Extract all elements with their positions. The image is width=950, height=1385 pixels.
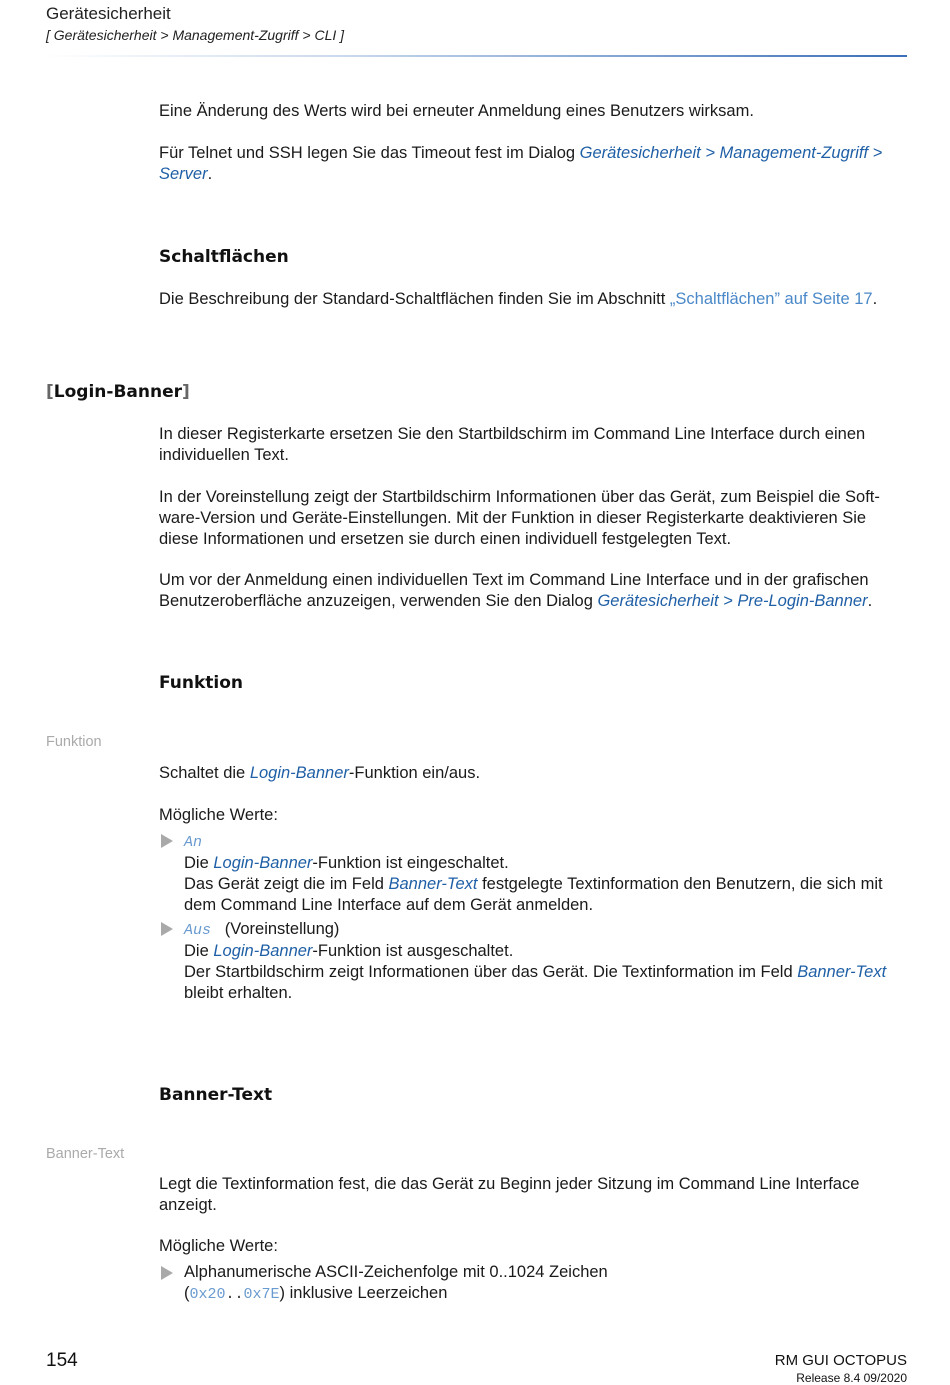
banner-text-value-item (184, 1262, 907, 1305)
bt-paren-open: ( (184, 1284, 190, 1302)
intro-paragraph-2 (159, 143, 907, 185)
aus-default-note: (Voreinstellung) (224, 920, 340, 938)
value-an-item (184, 831, 907, 916)
schaltflaechen-text: Die Beschreibung der Standard-Schaltflächen finden Sie im Abschnitt (159, 290, 670, 308)
footer-release: Release 8.4 09/2020 (796, 1371, 907, 1385)
lb-p2-l2: ware-Version und Geräte-Einstellungen. Mit der Funktion in dieser Registerkarte deaktivieren Sie (159, 509, 867, 527)
section-heading-funktion: Funktion (159, 673, 244, 693)
section-heading-banner-text: Banner-Text (159, 1085, 273, 1105)
aus-l1-suffix: -Funktion ist ausgeschaltet. (312, 942, 514, 960)
bt-desc-l2: anzeigt. (159, 1196, 217, 1214)
lb-p2-l3: diese Informationen und ersetzen sie durch einen individuell festgelegten Text. (159, 530, 732, 548)
value-an: An (184, 834, 203, 851)
schaltflaechen-page-link[interactable]: „Schaltflächen” auf Seite 17 (669, 290, 873, 308)
bt-item-l1: Alphanumerische ASCII-Zeichenfolge mit 0..1024 Zeichen (184, 1263, 608, 1281)
margin-label-banner-text: Banner-Text (46, 1146, 125, 1162)
login-banner-paragraph-1 (159, 424, 907, 466)
intro-paragraph-1: Eine Änderung des Werts wird bei erneuter Anmeldung eines Benutzers wirksam. (159, 102, 754, 120)
bracket-close: ] (182, 382, 190, 402)
aus-l1-prefix: Die (184, 942, 214, 960)
funktion-desc-suffix: -Funktion ein/aus. (348, 764, 481, 782)
an-l3: dem Command Line Interface auf dem Gerät anmelden. (184, 896, 594, 914)
code-0x20: 0x20 (189, 1286, 226, 1303)
page-number: 154 (46, 1350, 78, 1371)
code-sep: .. (225, 1286, 244, 1303)
lb-p1-l1: In dieser Registerkarte ersetzen Sie den Startbildschirm im Command Line Interface durch einen (159, 425, 866, 443)
schaltflaechen-suffix: . (872, 290, 878, 308)
triangle-bullet-icon (161, 834, 173, 848)
banner-text-description (159, 1174, 907, 1216)
lb-p3-suffix: . (867, 592, 873, 610)
header-divider (46, 55, 907, 57)
an-l1-suffix: -Funktion ist eingeschaltet. (312, 854, 509, 872)
aus-banner-text-term: Banner-Text (797, 963, 887, 981)
bracket-open: [ (46, 382, 54, 402)
an-login-banner-term: Login-Banner (213, 854, 313, 872)
footer-product: RM GUI OCTOPUS (774, 1352, 907, 1369)
section-heading-schaltflaechen: Schaltflächen (159, 247, 289, 267)
funktion-desc-prefix: Schaltet die (159, 764, 250, 782)
triangle-bullet-icon (161, 1266, 173, 1280)
aus-l2-prefix: Der Startbildschirm zeigt Informationen über das Gerät. Die Textinformation im Feld (184, 963, 798, 981)
server-dialog-link-cont[interactable]: Server (159, 165, 208, 183)
lb-p2-l1: In der Voreinstellung zeigt der Startbildschirm Informationen über das Gerät, zum Beispiel die Soft- (159, 488, 880, 506)
intro-p2-suffix: . (207, 165, 213, 183)
aus-l3: bleibt erhalten. (184, 984, 293, 1002)
section-heading-login-banner (46, 382, 190, 402)
aus-login-banner-term: Login-Banner (213, 942, 313, 960)
margin-label-funktion: Funktion (46, 734, 102, 750)
code-0x7E: 0x7E (243, 1286, 280, 1303)
login-banner-paragraph-3 (159, 570, 907, 612)
value-aus-item (184, 919, 907, 1004)
an-l2-suffix: festgelegte Textinformation den Benutzern, die sich mit (477, 875, 883, 893)
breadcrumb: [ Gerätesicherheit > Management-Zugriff > CLI ] (46, 27, 345, 43)
value-aus: Aus (184, 922, 212, 939)
server-dialog-link[interactable]: Gerätesicherheit > Management-Zugriff > (579, 144, 883, 162)
intro-p2-text: Für Telnet und SSH legen Sie das Timeout fest im Dialog (159, 144, 580, 162)
lb-p3-l2: Benutzeroberfläche anzuzeigen, verwenden Sie den Dialog (159, 592, 598, 610)
bt-desc-l1: Legt die Textinformation fest, die das Gerät zu Beginn jeder Sitzung im Command Line Interface (159, 1175, 860, 1193)
lb-p1-l2: individuellen Text. (159, 446, 289, 464)
pre-login-banner-link[interactable]: Gerätesicherheit > Pre-Login-Banner (597, 592, 868, 610)
bt-item-suffix: ) inklusive Leerzeichen (279, 1284, 448, 1302)
an-banner-text-term: Banner-Text (388, 875, 478, 893)
an-l2-prefix: Das Gerät zeigt die im Feld (184, 875, 389, 893)
login-banner-title: Login-Banner (53, 382, 182, 402)
lb-p3-l1: Um vor der Anmeldung einen individuellen Text im Command Line Interface und in der grafischen (159, 571, 869, 589)
an-l1-prefix: Die (184, 854, 214, 872)
funktion-values-label: Mögliche Werte: (159, 806, 278, 824)
login-banner-term: Login-Banner (249, 764, 349, 782)
login-banner-paragraph-2 (159, 487, 907, 550)
page-header-title: Gerätesicherheit (46, 4, 171, 23)
triangle-bullet-icon (161, 922, 173, 936)
banner-text-values-label: Mögliche Werte: (159, 1237, 278, 1255)
schaltflaechen-paragraph (159, 289, 907, 310)
funktion-description (159, 763, 907, 784)
